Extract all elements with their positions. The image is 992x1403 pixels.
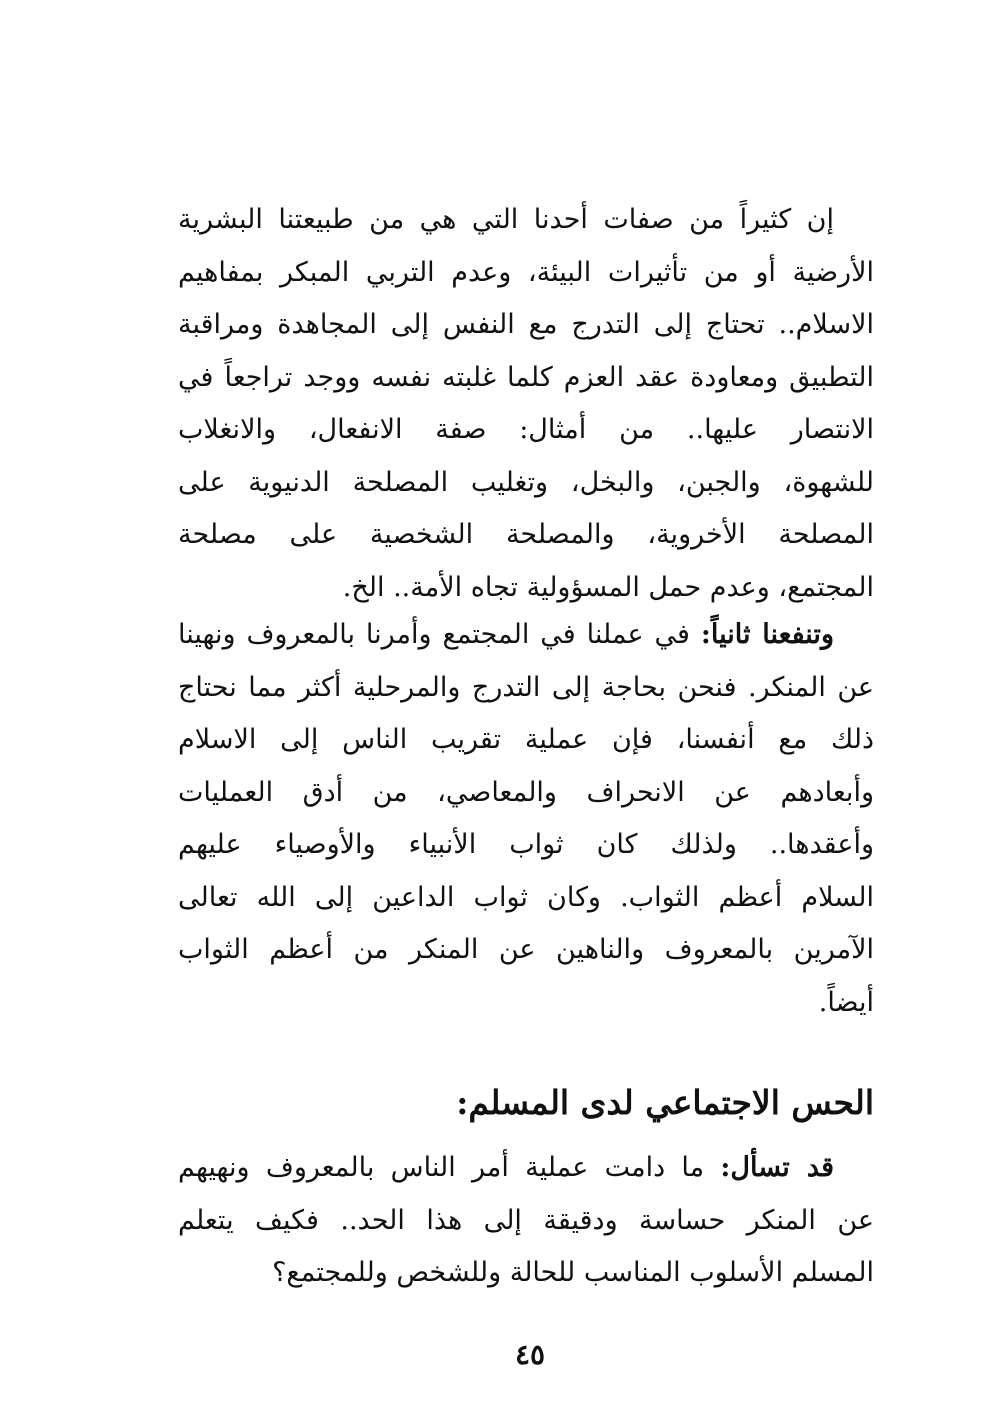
paragraph-2-line-2: عن المنكر. فنحن بحاجة إلى التدرج والمرحلية أكثر مما نحتاج bbox=[178, 671, 874, 703]
paragraph-1-line-3: الاسلام.. تحتاج إلى التدرج مع النفس إلى المجاهدة ومراقبة bbox=[178, 309, 874, 340]
paragraph-3-line-1-text: ما دامت عملية أمر الناس بالمعروف ونهيهم bbox=[178, 1152, 705, 1183]
paragraph-3 bbox=[178, 1142, 874, 1300]
paragraph-2-line-5: وأعقدها.. ولذلك كان ثواب الأنبياء والأوصياء عليهم bbox=[178, 829, 874, 860]
paragraph-2-lead: وتنفعنا ثانياً: bbox=[700, 619, 834, 650]
section-heading: الحس الاجتماعي لدى المسلم: bbox=[456, 1083, 874, 1122]
paragraph-2-line-4: وأبعادهم عن الانحراف والمعاصي، من أدق العمليات bbox=[178, 776, 874, 808]
paragraph-3-line-3: المسلم الأسلوب المناسب للحالة وللشخص وللمجتمع؟ bbox=[272, 1257, 874, 1288]
paragraph-1-line-1-text: إن كثيراً من صفات أحدنا التي هي من طبيعتنا البشرية bbox=[178, 204, 834, 235]
paragraph-1 bbox=[178, 194, 874, 614]
paragraph-3-line-1 bbox=[178, 1142, 874, 1195]
paragraph-1-line-7: المصلحة الأخروية، والمصلحة الشخصية على مصلحة bbox=[178, 519, 874, 550]
paragraph-3-line-2: عن المنكر حساسة ودقيقة إلى هذا الحد.. فكيف يتعلم bbox=[178, 1204, 874, 1236]
paragraph-1-line-1 bbox=[178, 194, 874, 247]
paragraph-2-line-3: ذلك مع أنفسنا، فإن عملية تقريب الناس إلى الاسلام bbox=[178, 724, 874, 755]
paragraph-1-line-5: الانتصار عليها.. من أمثال: صفة الانفعال، والانغلاب bbox=[178, 414, 874, 445]
paragraph-2-line-1-text: في عملنا في المجتمع وأمرنا بالمعروف ونهينا bbox=[178, 619, 690, 650]
paragraph-1-line-8: المجتمع، وعدم حمل المسؤولية تجاه الأمة.. الخ. bbox=[342, 571, 874, 603]
page-number: ٤٥ bbox=[514, 1338, 546, 1371]
paragraph-2-line-8: أيضاً. bbox=[818, 986, 874, 1018]
paragraph-3-lead: قد تسأل: bbox=[720, 1152, 834, 1183]
paragraph-2 bbox=[178, 609, 874, 1029]
paragraph-2-line-7: الآمرين بالمعروف والناهين عن المنكر من أعظم الثواب bbox=[178, 934, 874, 965]
paragraph-1-line-4: التطبيق ومعاودة عقد العزم كلما غلبته نفسه ووجد تراجعاً في bbox=[178, 361, 874, 393]
paragraph-2-line-1 bbox=[178, 609, 874, 662]
paragraph-1-line-2: الأرضية أو من تأثيرات البيئة، وعدم التربي المبكر بمفاهيم bbox=[178, 256, 874, 288]
paragraph-1-line-6: للشهوة، والجبن، والبخل، وتغليب المصلحة الدنيوية على bbox=[178, 466, 874, 498]
paragraph-2-line-6: السلام أعظم الثواب. وكان ثواب الداعين إلى الله تعالى bbox=[178, 881, 874, 913]
